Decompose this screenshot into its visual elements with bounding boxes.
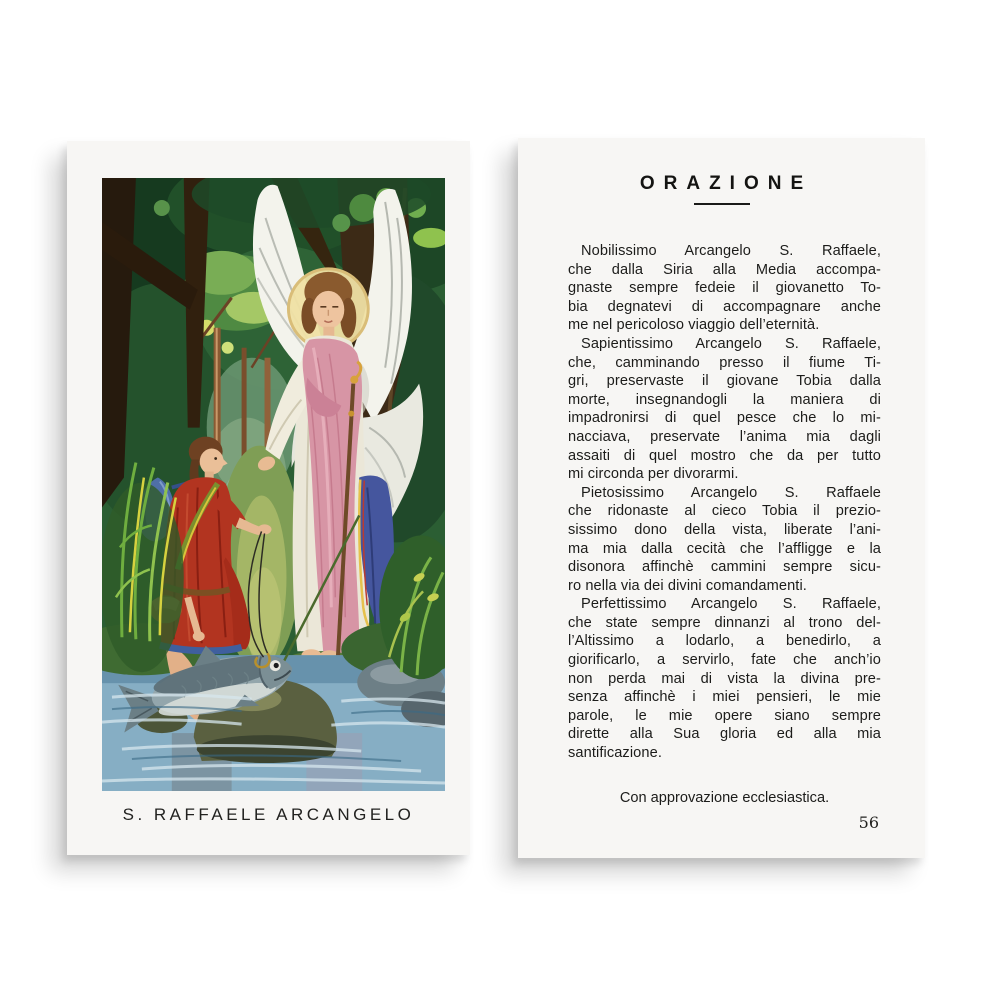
holy-card-front <box>67 141 470 855</box>
prayer-line: che, camminando presso il fiume Ti- <box>568 354 881 371</box>
prayer-line: mi circonda per divorarmi. <box>568 466 739 483</box>
prayer-line: l’Altissimo a lodarlo, a benedirlo, a <box>568 633 881 650</box>
prayer-line: me nel pericoloso viaggio dell’eternità. <box>568 317 820 334</box>
prayer-paragraph <box>568 595 881 762</box>
prayer-line: Perfettissimo Arcangelo S. Raffaele, <box>581 596 881 613</box>
card-caption: S. RAFFAELE ARCANGELO <box>122 805 415 824</box>
prayer-line: santificazione. <box>568 745 662 762</box>
prayer-line: sissimo dono della vista, liberate l’ani- <box>568 521 881 538</box>
approval-note: Con approvazione ecclesiastica. <box>619 789 830 806</box>
prayer-line: Pietosissimo Arcangelo S. Raffaele <box>581 484 881 501</box>
prayer-line: che ridonaste al cieco Tobia il prezio- <box>568 503 881 520</box>
prayer-paragraph <box>568 484 881 596</box>
prayer-line: gri, preservaste il giovane Tobia dalla <box>568 373 881 390</box>
prayer-line: che state sempre dinnanzi al trono del- <box>568 614 881 631</box>
prayer-paragraphs <box>568 242 881 763</box>
prayer-title: ORAZIONE <box>639 173 813 194</box>
prayer-line: morte, insegnandogli la maniera di <box>568 391 881 408</box>
prayer-paragraph <box>568 335 881 484</box>
prayer-line: Sapientissimo Arcangelo S. Raffaele, <box>581 335 881 352</box>
prayer-line: senza affinchè i miei pensieri, le mie <box>568 689 881 706</box>
page-number: 56 <box>858 813 879 832</box>
prayer-line: disonora affinchè cammini sempre sicu- <box>568 559 881 576</box>
prayer-paragraph <box>568 242 881 335</box>
holy-card-illustration <box>102 178 445 791</box>
prayer-line: ma mia dalla cecità che l’affligge e la <box>568 540 881 557</box>
prayer-line: giorificarlo, a servirlo, fate che anch’io <box>568 652 881 669</box>
prayer-line: assaiti di quel mostro che da per tutto <box>568 447 881 464</box>
st-raphael-illustration-svg <box>102 178 445 791</box>
prayer-line: gnaste sempre fedeie il giovanetto To- <box>568 280 881 297</box>
prayer-line: che dalla Siria alla Media accompa- <box>568 261 881 278</box>
prayer-line: ro nella via dei divini comandamenti. <box>568 577 807 594</box>
prayer-line: parole, le mie opere siano sempre <box>568 707 881 724</box>
prayer-line: non perda mai di vista la divina pre- <box>568 670 881 687</box>
prayer-line: dirette alla Sua gloria ed alla mia <box>568 726 881 743</box>
prayer-line: Nobilissimo Arcangelo S. Raffaele, <box>581 243 881 259</box>
prayer-line: bia degnatevi di accompagnare anche <box>568 298 881 315</box>
prayer-line: nacciava, preservate l’anima mia dagli <box>568 428 881 445</box>
title-rule <box>694 203 750 205</box>
prayer-line: impadronirsi di quel pesce che lo mi- <box>568 410 881 427</box>
holy-card-back <box>518 138 925 858</box>
